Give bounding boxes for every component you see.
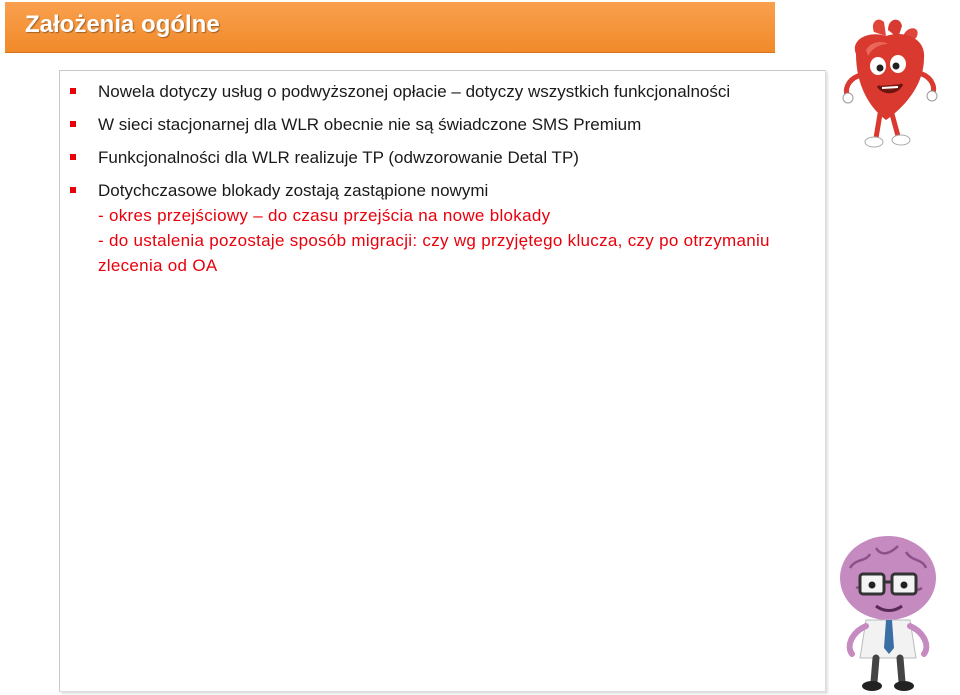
slide-title-bar [5,2,775,53]
sub-line: - do ustalenia pozostaje sposób migracji: czy wg przyjętego klucza, czy po otrzymaniu zlecenia od OA [98,231,770,275]
sub-line: - okres przejściowy – do czasu przejścia na nowe blokady [98,206,551,225]
bullet-list [68,80,808,287]
square-bullet-icon [70,187,76,193]
square-bullet-icon [70,154,76,160]
bullet-text: Dotychczasowe blokady zostają zastąpione nowymi [98,181,489,200]
bullet-item [68,146,808,170]
brain-mascot-body [840,536,936,691]
bullet-text: Funkcjonalności dla WLR realizuje TP (odwzorowanie Detal TP) [98,148,579,167]
heart-mascot-illustration [826,14,956,150]
heart-mascot-body [843,20,937,147]
bullet-item [68,179,808,278]
square-bullet-icon [70,88,76,94]
bullet-text: Nowela dotyczy usług o podwyższonej opłacie – dotyczy wszystkich funkcjonalności [98,82,731,101]
bullet-item [68,80,808,104]
brain-mascot-illustration [826,528,956,693]
bullet-item [68,113,808,137]
slide-title: Założenia ogólne [25,11,220,38]
square-bullet-icon [70,121,76,127]
bullet-text: W sieci stacjonarnej dla WLR obecnie nie są świadczone SMS Premium [98,115,642,134]
